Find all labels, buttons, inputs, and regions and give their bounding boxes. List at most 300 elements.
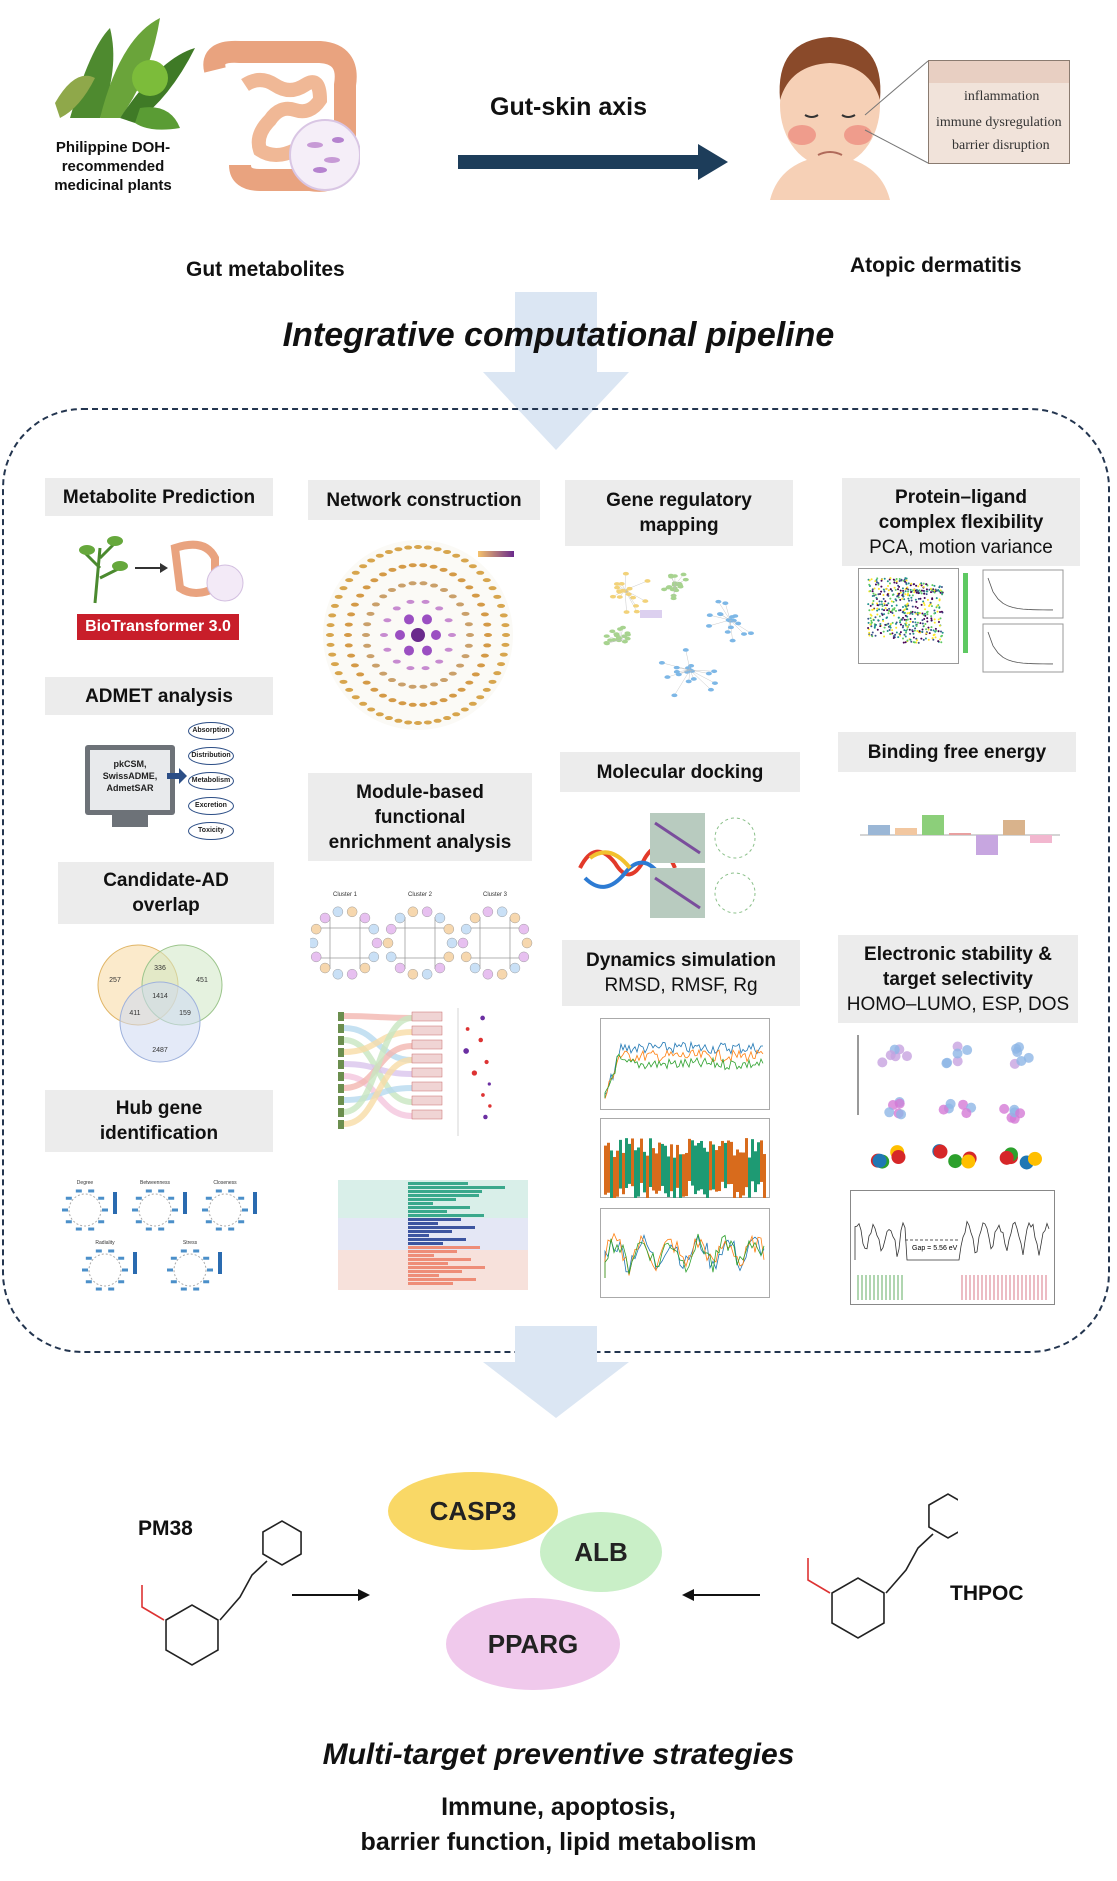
- admet-step-distribution: Distribution: [188, 747, 234, 765]
- gut-illustration: [200, 40, 360, 195]
- network-node: [379, 672, 387, 676]
- cluster-node: [360, 963, 370, 973]
- lumo-lobe: [961, 1108, 971, 1118]
- network-node: [388, 678, 396, 682]
- grn-node: [627, 587, 633, 591]
- pca-point: [869, 624, 871, 626]
- sankey-source: [338, 1012, 344, 1021]
- venn-value: 1414: [152, 993, 168, 1000]
- network-node: [362, 633, 370, 637]
- network-node: [462, 654, 470, 658]
- network-node: [449, 594, 457, 598]
- network-node: [351, 663, 359, 667]
- pca-point: [942, 632, 944, 634]
- network-node: [449, 694, 457, 698]
- electronic-orbitals: [850, 1025, 1065, 1175]
- grn-figure: [590, 560, 800, 730]
- hub-node: [76, 1228, 82, 1231]
- pca-point: [893, 637, 895, 639]
- hb-bar: [643, 1152, 646, 1193]
- network-node: [339, 680, 347, 684]
- network-node: [394, 547, 402, 551]
- sankey-target: [412, 1054, 442, 1063]
- hub-node: [167, 1269, 173, 1272]
- network-node: [458, 578, 466, 582]
- pca-point: [880, 591, 882, 593]
- hub-node: [98, 1197, 104, 1200]
- network-node: [409, 685, 417, 689]
- pca-point: [918, 642, 920, 644]
- pca-point: [915, 585, 917, 587]
- dynamics-subtitle: RMSD, RMSF, Rg: [604, 975, 758, 996]
- pca-point: [931, 584, 933, 586]
- cluster-node: [483, 969, 493, 979]
- grn-node: [707, 613, 713, 617]
- pca-point: [887, 623, 889, 625]
- pca-point: [898, 609, 900, 611]
- grn-node: [683, 648, 689, 652]
- pca-point: [893, 601, 895, 603]
- hb-bar: [655, 1153, 658, 1193]
- go-bar: [408, 1282, 453, 1285]
- pca-point: [896, 632, 898, 634]
- biotransformer-badge: BioTransformer 3.0: [77, 614, 239, 640]
- hub-node: [76, 1189, 82, 1192]
- network-node: [366, 654, 374, 658]
- pca-point: [916, 592, 918, 594]
- hub-node: [118, 1280, 124, 1283]
- network-node: [452, 554, 460, 558]
- go-bar: [408, 1274, 439, 1277]
- pca-point: [898, 617, 900, 619]
- pca-point: [923, 618, 925, 620]
- bfe-bar: [949, 833, 971, 835]
- pca-point: [887, 630, 889, 632]
- hub-node: [193, 1288, 199, 1291]
- pca-point: [930, 629, 932, 631]
- network-node: [502, 633, 510, 637]
- hb-bar: [748, 1158, 751, 1198]
- network-node: [434, 719, 442, 723]
- network-node: [414, 545, 422, 549]
- network-node: [440, 568, 448, 572]
- cluster-node: [311, 952, 321, 962]
- network-node: [409, 563, 417, 567]
- docking-title: Molecular docking: [560, 752, 800, 792]
- pca-point: [904, 593, 906, 595]
- network-node: [345, 623, 353, 627]
- network-node: [497, 604, 505, 608]
- pca-point: [900, 631, 902, 633]
- grn-node: [717, 612, 723, 616]
- lumo-lobe: [896, 1109, 906, 1119]
- pca-point: [907, 591, 909, 593]
- network-node: [481, 612, 489, 616]
- hub-node: [102, 1209, 108, 1212]
- pca-point: [902, 590, 904, 592]
- go-bar: [408, 1198, 456, 1201]
- pca-point: [939, 585, 941, 587]
- go-bar: [408, 1186, 505, 1189]
- pca-point: [891, 590, 893, 592]
- network-node: [422, 600, 430, 604]
- network-node: [493, 671, 501, 675]
- electronic-subtitle: HOMO–LUMO, ESP, DOS: [846, 993, 1070, 1015]
- grn-node: [642, 599, 648, 603]
- pca-point: [891, 629, 893, 631]
- pca-point: [868, 609, 870, 611]
- network-node: [430, 701, 438, 705]
- pca-point: [875, 635, 877, 637]
- network-node: [331, 604, 339, 608]
- cluster-node: [408, 969, 418, 979]
- hb-bar: [763, 1154, 766, 1198]
- hb-bar: [622, 1153, 625, 1194]
- cluster-node: [458, 938, 468, 948]
- pca-point: [941, 611, 943, 613]
- hub-node: [206, 1220, 212, 1223]
- sankey-target: [412, 1110, 442, 1119]
- pca-point: [905, 605, 907, 607]
- pca-point: [941, 591, 943, 593]
- go-bar: [408, 1226, 475, 1229]
- hub-node: [108, 1288, 114, 1291]
- pca-point: [911, 599, 913, 601]
- hub-node: [66, 1197, 72, 1200]
- pca-point: [914, 641, 916, 643]
- dynamics-rmsd: [600, 1018, 770, 1110]
- phenyl-ring: [929, 1494, 958, 1538]
- pca-point: [872, 595, 874, 597]
- pca-point: [883, 631, 885, 633]
- hub-node: [136, 1197, 142, 1200]
- pca-point: [883, 636, 885, 638]
- pca-point: [914, 618, 916, 620]
- dot-point: [483, 1115, 487, 1119]
- hub-node: [158, 1189, 164, 1192]
- sankey-source: [338, 1060, 344, 1069]
- go-bar: [408, 1270, 462, 1273]
- grn-node: [715, 600, 721, 604]
- network-node: [483, 643, 491, 647]
- hb-bar: [679, 1154, 682, 1198]
- phenyl-ring: [263, 1521, 301, 1565]
- network-node: [424, 720, 432, 724]
- admet-tool-3: AdmetSAR: [106, 783, 154, 793]
- venn-value: 2487: [152, 1047, 168, 1054]
- network-node: [481, 654, 489, 658]
- pca-point: [908, 600, 910, 602]
- grn-node: [729, 615, 735, 619]
- side-chain: [220, 1561, 267, 1620]
- network-node: [383, 618, 391, 622]
- cluster-node: [333, 907, 343, 917]
- pca-point: [938, 621, 940, 623]
- cluster-node: [369, 924, 379, 934]
- hub-node: [238, 1197, 244, 1200]
- cluster-node: [435, 913, 445, 923]
- hub-node: [136, 1220, 142, 1223]
- hb-bar: [703, 1148, 706, 1195]
- pca-point: [926, 617, 928, 619]
- network-node: [501, 623, 509, 627]
- pca-point: [904, 609, 906, 611]
- pca-point: [884, 627, 886, 629]
- hub-node: [203, 1280, 209, 1283]
- network-node: [477, 663, 485, 667]
- network-node: [356, 672, 364, 676]
- hb-bar: [646, 1156, 649, 1198]
- dot-point: [472, 1070, 477, 1075]
- cluster-node: [444, 924, 454, 934]
- admet-tool-2: SwissADME,: [102, 771, 158, 781]
- pca-point: [881, 601, 883, 603]
- pca-point: [927, 627, 929, 629]
- pca-point: [900, 624, 902, 626]
- pca-point: [918, 598, 920, 600]
- grn-node: [676, 673, 682, 677]
- cluster-node: [347, 907, 357, 917]
- pca-point: [885, 607, 887, 609]
- sugar-ring: [166, 1605, 218, 1665]
- pca-point: [899, 578, 901, 580]
- pca-point: [874, 616, 876, 618]
- cluster-node: [386, 952, 396, 962]
- network-node: [469, 564, 477, 568]
- pca-point: [920, 590, 922, 592]
- pca-point: [892, 594, 894, 596]
- hub-node: [86, 1257, 92, 1260]
- grn-node: [622, 640, 628, 644]
- pca-point: [889, 633, 891, 635]
- hub-radial: [174, 1254, 206, 1286]
- hb-bar: [661, 1144, 664, 1186]
- cluster-node: [311, 924, 321, 934]
- pca-point: [902, 638, 904, 640]
- grn-node: [617, 627, 623, 631]
- pca-point: [910, 597, 912, 599]
- go-bar: [408, 1206, 470, 1209]
- pca-point: [911, 613, 913, 615]
- network-node: [385, 716, 393, 720]
- pm38-structure: [112, 1475, 342, 1690]
- network-node: [461, 708, 469, 712]
- dot-point: [466, 1027, 470, 1031]
- hub-node: [228, 1228, 234, 1231]
- pca-point: [935, 628, 937, 630]
- pca-point: [912, 625, 914, 627]
- pca-point: [918, 612, 920, 614]
- pca-point: [933, 610, 935, 612]
- cluster-node: [522, 938, 532, 948]
- plants-label: Philippine DOH- recommended medicinal plants: [54, 139, 172, 194]
- pca-point: [883, 609, 885, 611]
- pca-point: [887, 580, 889, 582]
- esp-surface: [873, 1154, 887, 1168]
- pca-point: [924, 604, 926, 606]
- hb-bar: [706, 1152, 709, 1198]
- pca-point: [910, 583, 912, 585]
- network-node: [335, 595, 343, 599]
- pca-point: [909, 618, 911, 620]
- grn-node: [708, 688, 714, 692]
- network-node: [379, 572, 387, 576]
- dot-point: [488, 1104, 491, 1107]
- lumo-lobe: [1015, 1108, 1025, 1118]
- network-node: [476, 695, 484, 699]
- pca-point: [913, 591, 915, 593]
- carboxyl: [808, 1558, 830, 1593]
- pca-point: [879, 615, 881, 617]
- pca-point: [886, 624, 888, 626]
- pca-point: [897, 585, 899, 587]
- pca-point: [940, 631, 942, 633]
- hub-node: [206, 1197, 212, 1200]
- sankey-target: [412, 1082, 442, 1091]
- pca-point: [883, 598, 885, 600]
- network-figure: [318, 535, 518, 735]
- hb-bar: [667, 1156, 670, 1197]
- network-node: [493, 595, 501, 599]
- network-node: [443, 550, 451, 554]
- hub-colorbar: [113, 1192, 117, 1214]
- pipeline-title: Integrative computational pipeline: [282, 316, 835, 354]
- go-bar: [408, 1238, 466, 1241]
- grn-node: [624, 631, 630, 635]
- sankey-source: [338, 1084, 344, 1093]
- pca-point: [880, 586, 882, 588]
- gap-label: Gap = 5.56 eV: [912, 1245, 958, 1252]
- pca-point: [926, 588, 928, 590]
- pca-point: [926, 613, 928, 615]
- pca-point: [869, 590, 871, 592]
- pca-point: [930, 615, 932, 617]
- grn-node: [623, 572, 629, 576]
- bfe-bar: [1030, 835, 1052, 843]
- cluster-node: [444, 952, 454, 962]
- lumo-lobe: [999, 1104, 1009, 1114]
- grn-hub: [640, 610, 662, 618]
- grn-node: [748, 631, 754, 635]
- pca-point: [931, 619, 933, 621]
- pca-point: [912, 621, 914, 623]
- pca-point: [906, 608, 908, 610]
- pca-point: [903, 612, 905, 614]
- hub-node: [146, 1189, 152, 1192]
- cluster-node: [461, 952, 471, 962]
- hb-bar: [682, 1154, 685, 1196]
- go-bar: [408, 1250, 457, 1253]
- hb-bar: [628, 1144, 631, 1184]
- pca-point: [897, 588, 899, 590]
- lumo-lobe: [884, 1107, 894, 1117]
- pca-point: [897, 595, 899, 597]
- admet-step-absorption: Absorption: [188, 722, 234, 740]
- dynamics-title: Dynamics simulation RMSD, RMSF, Rg: [562, 940, 800, 1006]
- pca-point: [924, 613, 926, 615]
- network-node: [465, 622, 473, 626]
- pca-point: [919, 630, 921, 632]
- hub-node: [242, 1209, 248, 1212]
- hb-bar: [637, 1147, 640, 1196]
- pca-point: [938, 590, 940, 592]
- network-node: [456, 664, 464, 668]
- gut-skin-arrow: [458, 142, 728, 182]
- network-node: [394, 719, 402, 723]
- grn-node: [671, 694, 677, 698]
- hb-bar: [625, 1138, 628, 1188]
- pca-point: [924, 615, 926, 617]
- skin-callout-barrier: barrier disruption: [952, 138, 1050, 153]
- pca-point: [925, 583, 927, 585]
- hub-figure: [50, 1175, 275, 1305]
- network-node: [326, 633, 334, 637]
- grn-node: [691, 677, 697, 681]
- target-pparg: PPARG: [446, 1598, 620, 1690]
- pca-point: [921, 631, 923, 633]
- cluster-node: [333, 969, 343, 979]
- network-node: [406, 666, 414, 670]
- pca-point: [921, 619, 923, 621]
- network-node: [445, 648, 453, 652]
- carboxyl: [142, 1585, 164, 1620]
- pca-point: [930, 626, 932, 628]
- network-node: [380, 633, 388, 637]
- network-node: [435, 606, 443, 610]
- flexibility-subtitle: PCA, motion variance: [869, 536, 1053, 558]
- pca-point: [888, 589, 890, 591]
- grn-node: [741, 632, 747, 636]
- homo-lobe: [1016, 1056, 1026, 1066]
- binding-title: Binding free energy: [838, 732, 1076, 772]
- pca-point: [870, 620, 872, 622]
- pca-point: [904, 579, 906, 581]
- grn-node: [603, 641, 609, 645]
- admet-step-metabolism: Metabolism: [188, 772, 234, 790]
- cluster-node: [497, 907, 507, 917]
- admet-arrow-icon: [167, 768, 187, 784]
- hb-bar: [730, 1142, 733, 1184]
- admet-step-excretion: Excretion: [188, 797, 234, 815]
- network-node: [483, 578, 491, 582]
- pca-point: [938, 630, 940, 632]
- hub-node: [207, 1269, 213, 1272]
- pca-point: [935, 630, 937, 632]
- grn-node: [730, 639, 736, 643]
- pca-point: [868, 634, 870, 636]
- pca-point: [871, 609, 873, 611]
- pca-point: [909, 595, 911, 597]
- hb-bar: [724, 1143, 727, 1188]
- go-bar: [408, 1234, 429, 1237]
- cluster-node: [320, 913, 330, 923]
- admet-title: ADMET analysis: [45, 677, 273, 715]
- side-chain: [886, 1534, 933, 1593]
- pca-point: [896, 622, 898, 624]
- network-node: [388, 588, 396, 592]
- network-node: [445, 618, 453, 622]
- esp-surface: [961, 1155, 975, 1169]
- pca-point: [870, 605, 872, 607]
- pca-point: [885, 588, 887, 590]
- sankey-source: [338, 1048, 344, 1057]
- electronic-title: Electronic stability & target selectivity HOMO–LUMO, ESP, DOS: [838, 935, 1078, 1023]
- network-node: [327, 623, 335, 627]
- hub-node: [228, 1189, 234, 1192]
- network-node: [379, 694, 387, 698]
- dynamics-rmsf: [600, 1208, 770, 1298]
- skin-callout-inflammation: inflammation: [964, 89, 1040, 104]
